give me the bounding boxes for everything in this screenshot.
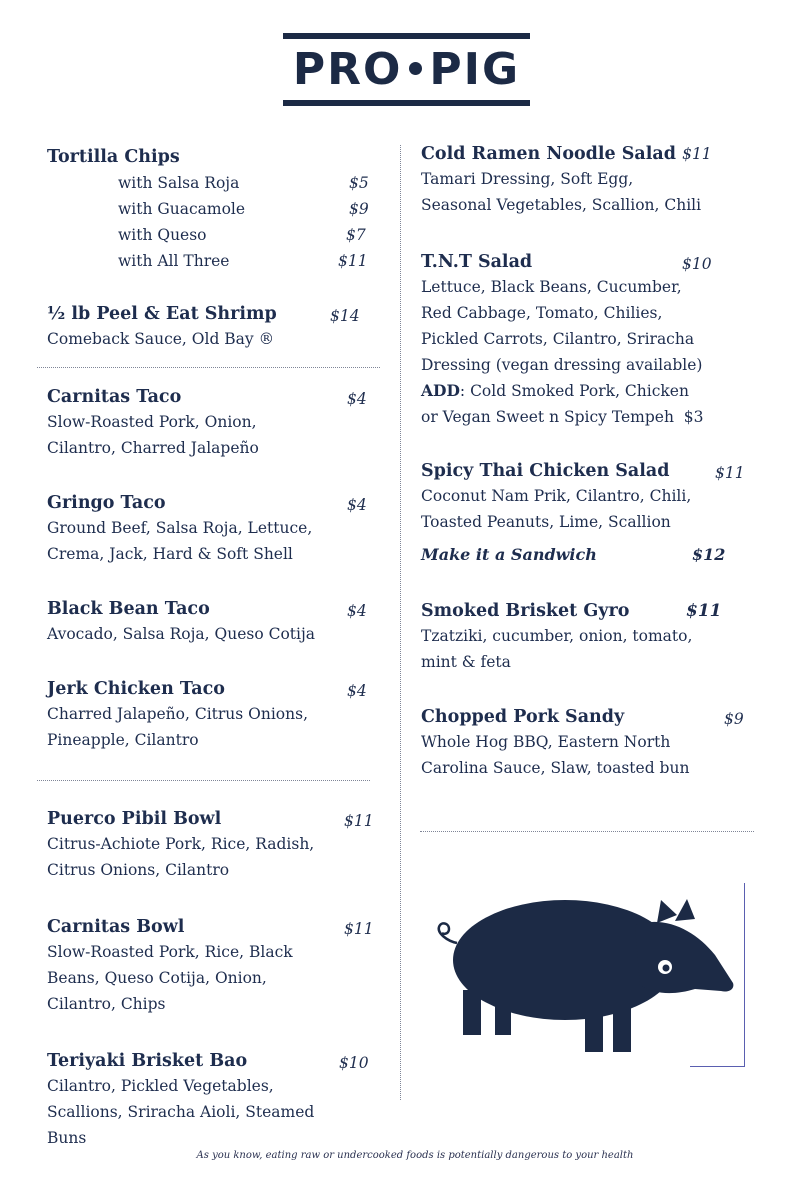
item-description: Dressing (vegan dressing available) bbox=[421, 356, 703, 374]
item-name: Teriyaki Brisket Bao bbox=[47, 1051, 248, 1071]
chips-option-price: $11 bbox=[338, 252, 368, 270]
item-name: Tortilla Chips bbox=[47, 147, 180, 167]
item-price: $4 bbox=[347, 682, 367, 700]
item-description: Seasonal Vegetables, Scallion, Chili bbox=[421, 196, 702, 214]
section-divider bbox=[37, 367, 380, 368]
chips-option-label: with Salsa Roja bbox=[118, 174, 240, 192]
item-description: Scallions, Sriracha Aioli, Steamed bbox=[47, 1103, 315, 1121]
item-description: Crema, Jack, Hard & Soft Shell bbox=[47, 545, 293, 563]
item-description: Pineapple, Cilantro bbox=[47, 731, 199, 749]
item-price: $11 bbox=[682, 145, 712, 163]
item-description: Red Cabbage, Tomato, Chilies, bbox=[421, 304, 663, 322]
item-price: $11 bbox=[686, 601, 722, 621]
item-price: $10 bbox=[682, 255, 712, 273]
food-safety-disclaimer: As you know, eating raw or undercooked foods is potentially dangerous to your health bbox=[196, 1150, 634, 1161]
column-divider bbox=[400, 145, 401, 1100]
addon-text: or Vegan Sweet n Spicy Tempeh bbox=[421, 408, 674, 426]
chips-option-price: $7 bbox=[346, 226, 366, 244]
item-description: mint & feta bbox=[421, 653, 511, 671]
menu-item-teriyaki-bao bbox=[47, 1049, 314, 1151]
item-name: Chopped Pork Sandy bbox=[421, 707, 625, 727]
addon-text: : Cold Smoked Pork, Chicken bbox=[459, 382, 689, 400]
item-price: $4 bbox=[347, 390, 367, 408]
menu-item-spicy-thai-salad bbox=[421, 459, 691, 535]
chips-option-price: $9 bbox=[349, 200, 369, 218]
menu-item-carnitas-bowl bbox=[47, 915, 293, 1017]
item-price: $4 bbox=[347, 602, 367, 620]
item-name: Black Bean Taco bbox=[47, 599, 210, 619]
chips-option-label: with Queso bbox=[118, 226, 207, 244]
item-price: $14 bbox=[330, 307, 360, 325]
item-description: Coconut Nam Prik, Cilantro, Chili, bbox=[421, 487, 692, 505]
item-description: Lettuce, Black Beans, Cucumber, bbox=[421, 278, 682, 296]
item-name: ½ lb Peel & Eat Shrimp bbox=[47, 304, 277, 324]
pig-silhouette-icon bbox=[425, 885, 745, 1065]
item-description: Citrus-Achiote Pork, Rice, Radish, bbox=[47, 835, 315, 853]
addon-price: $3 bbox=[683, 408, 704, 426]
item-description: Cilantro, Pickled Vegetables, bbox=[47, 1077, 274, 1095]
item-description: Tamari Dressing, Soft Egg, bbox=[421, 170, 634, 188]
item-name: Puerco Pibil Bowl bbox=[47, 809, 222, 829]
logo-top-bar bbox=[283, 33, 530, 39]
item-description: Comeback Sauce, Old Bay ® bbox=[47, 330, 275, 348]
item-description: Ground Beef, Salsa Roja, Lettuce, bbox=[47, 519, 313, 537]
item-description: Citrus Onions, Cilantro bbox=[47, 861, 230, 879]
item-name: Smoked Brisket Gyro bbox=[421, 601, 630, 621]
item-description: Beans, Queso Cotija, Onion, bbox=[47, 969, 267, 987]
item-description: Buns bbox=[47, 1129, 87, 1147]
menu-item-tnt-salad bbox=[421, 250, 704, 430]
item-description: Charred Jalapeño, Citrus Onions, bbox=[47, 705, 309, 723]
item-name: Jerk Chicken Taco bbox=[47, 679, 225, 699]
item-description: Pickled Carrots, Cilantro, Sriracha bbox=[421, 330, 695, 348]
menu-item-gringo-taco bbox=[47, 491, 312, 567]
item-description: Cilantro, Charred Jalapeño bbox=[47, 439, 259, 457]
item-description: Avocado, Salsa Roja, Queso Cotija bbox=[47, 625, 316, 643]
item-name-text: Cold Ramen Noodle Salad bbox=[421, 144, 676, 164]
item-name: Carnitas Taco bbox=[47, 387, 182, 407]
menu-item-puerco-pibil-bowl bbox=[47, 807, 314, 883]
chips-option-price: $5 bbox=[349, 174, 369, 192]
item-description: Toasted Peanuts, Lime, Scallion bbox=[421, 513, 671, 531]
item-description: Slow-Roasted Pork, Onion, bbox=[47, 413, 257, 431]
item-name: T.N.T Salad bbox=[421, 252, 533, 272]
logo-word-left: PRO bbox=[292, 44, 403, 95]
sandwich-upgrade-label: Make it a Sandwich bbox=[421, 545, 597, 564]
logo-word-right: PIG bbox=[429, 44, 521, 95]
menu-item-tortilla-chips bbox=[47, 145, 180, 169]
menu-item-cold-ramen-salad bbox=[421, 142, 712, 218]
item-price: $11 bbox=[715, 464, 745, 482]
item-price: $9 bbox=[724, 710, 744, 728]
section-divider bbox=[37, 780, 370, 781]
chips-option-label: with Guacamole bbox=[118, 200, 246, 218]
chips-option-label: with All Three bbox=[118, 252, 230, 270]
item-name: Gringo Taco bbox=[47, 493, 166, 513]
logo-dot bbox=[409, 62, 422, 75]
brand-logo bbox=[283, 33, 530, 106]
item-description: Carolina Sauce, Slaw, toasted bun bbox=[421, 759, 690, 777]
item-name bbox=[421, 142, 712, 166]
logo-bottom-bar bbox=[283, 100, 530, 106]
addon-label: ADD bbox=[421, 381, 460, 400]
menu-item-jerk-chicken-taco bbox=[47, 677, 308, 753]
menu-item-black-bean-taco bbox=[47, 597, 315, 647]
section-divider bbox=[420, 831, 754, 832]
logo-wordmark bbox=[283, 45, 530, 95]
item-description: Slow-Roasted Pork, Rice, Black bbox=[47, 943, 293, 961]
item-name: Carnitas Bowl bbox=[47, 917, 185, 937]
item-price: $11 bbox=[344, 812, 374, 830]
item-name: Spicy Thai Chicken Salad bbox=[421, 461, 670, 481]
item-description: Cilantro, Chips bbox=[47, 995, 166, 1013]
item-description: Tzatziki, cucumber, onion, tomato, bbox=[421, 627, 693, 645]
menu-item-chopped-pork-sandy bbox=[421, 705, 689, 781]
illustration-frame-bottom bbox=[690, 1066, 745, 1067]
item-price: $11 bbox=[344, 920, 374, 938]
item-addon bbox=[421, 404, 704, 430]
menu-item-carnitas-taco bbox=[47, 385, 259, 461]
item-description: Whole Hog BBQ, Eastern North bbox=[421, 733, 671, 751]
item-price: $4 bbox=[347, 496, 367, 514]
item-addon bbox=[421, 378, 704, 404]
menu-item-shrimp bbox=[47, 302, 277, 352]
item-price: $10 bbox=[339, 1054, 369, 1072]
sandwich-upgrade-price: $12 bbox=[692, 545, 726, 564]
menu-item-brisket-gyro bbox=[421, 599, 692, 675]
